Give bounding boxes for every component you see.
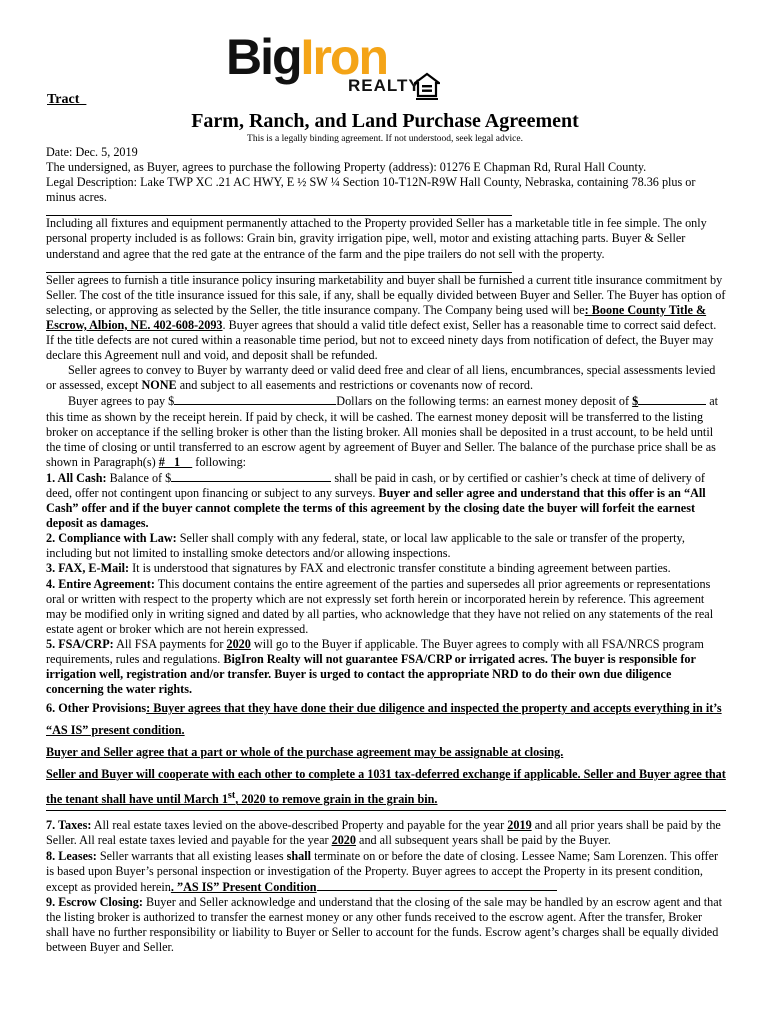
section-leases: 8. Leases: Seller warrants that all existing leases shall terminate on or before the date of closing. Lessee Name; Sam Lorenzen. This offer is based upon Buyer’s personal inspection or investigation of the Property. Buyer agrees to accept the Property in its present condition, except as provided herein. ”AS IS” Present Condition — [46, 848, 719, 894]
buyer-address-line: The undersigned, as Buyer, agrees to purchase the following Property (address): 01276 E Chapman Rd, Rural Hall County. — [46, 160, 647, 175]
page-subtitle: This is a legally binding agreement. If not understood, seek legal advice. — [247, 134, 523, 144]
exchange-provision: Seller and Buyer will cooperate with each other to complete a 1031 tax-deferred exchange if applicable. Seller and Buyer agree that the tenant shall have until March 1st, 2020 to remove grain in the grain bin. — [46, 767, 726, 807]
section-entire-agreement: 4. Entire Agreement: This document contains the entire agreement of the parties and supersedes all prior agreements or representations oral or written with respect to the property which are not expressly set forth herein or incorporated herein by reference. This agreement may be modified only in writing signed and dated by all parties, who acknowledge that they have not relied on any statements of the real estate agent or broker which are not herein expressed. — [46, 576, 714, 636]
divider — [46, 262, 512, 273]
balance-blank[interactable] — [171, 470, 331, 482]
section-escrow-closing: 9. Escrow Closing: Buyer and Seller acknowledge and understand that the closing of the sale may be handled by an escrow agent and that the listing broker is authorized to transfer the earnest money or any other funds received to the escrow agent. After the transfer, Broker shall have no further responsibility or liability to Buyer or Seller to account for the funds. Escrow agent’s charges shall be equally divided between Buyer and Seller. — [46, 894, 723, 955]
title-company: : Boone County Title & Escrow, Albion, NE. 402-608-2093 — [46, 302, 707, 332]
legal-description: Legal Description: Lake TWP XC .21 AC HWY, E ½ SW ¼ Section 10-T12N-R9W Hall County, Nebraska, containing 78.36 plus or minus acres. — [46, 175, 696, 205]
equal-housing-opportunity-icon — [414, 72, 440, 102]
section-other-provisions: 6. Other Provisions: Buyer agrees that they have done their due diligence and inspected the property and accepts everything in it’s “AS IS” present condition. — [46, 701, 722, 738]
fixtures-paragraph: Including all fixtures and equipment permanently attached to the Property provided Seller has a marketable title in fee simple. The only personal property included is as follows: Grain bin, gravity irrigation pipe, well, motor and existing attaching parts. Buyer & Seller understand and agree that the red gate at the entrance of the farm and the pipe trailers do not sell with the property. — [46, 216, 707, 261]
section-compliance: 2. Compliance with Law: Seller shall comply with any federal, state, or local law applicable to the sale or transfer of the property, including but not limited to installing smoke detectors and/or allowing inspections. — [46, 531, 685, 561]
section-taxes: 7. Taxes: All real estate taxes levied on the above-described Property and payable for the year 2019 and all prior years shall be paid by the Seller. All real estate taxes levied and payable for the year 2020 and all subsequent years shall be paid by the Buyer. — [46, 818, 721, 848]
price-blank[interactable] — [174, 393, 336, 405]
page-title: Farm, Ranch, and Land Purchase Agreement — [191, 110, 579, 132]
logo-wordmark: BigIron — [226, 29, 387, 85]
tract-label: Tract — [47, 92, 87, 107]
earnest-money-blank[interactable] — [638, 393, 706, 405]
convey-paragraph: Seller agrees to convey to Buyer by warranty deed or valid deed free and clear of all liens, encumbrances, special assessments levied or assessed, except NONE and subject to all easements and restrictions or covenants now of record. — [46, 363, 716, 393]
payment-paragraph: Buyer agrees to pay $ Dollars on the following terms: an earnest money deposit of $ at this time as shown by the receipt herein. If paid by check, it will be cashed. The earnest money deposit will be transferred to the listing broker on acceptance if the selling broker is other than the listing broker. All monies shall be deposited in a trust account, to be held until the time of closing or until transferred to an escrow agent by agreement of Buyer and Seller. The balance of the purchase price shall be as shown in Paragraph(s) # 1 following: — [46, 394, 719, 469]
section-fax-email: 3. FAX, E-Mail: It is understood that signatures by FAX and electronic transfer constitute a binding agreement between parties. — [46, 561, 671, 576]
bigiron-realty-logo — [226, 29, 421, 104]
condition-blank[interactable] — [317, 879, 557, 891]
paragraph-number: # 1 — [158, 454, 193, 469]
title-insurance-paragraph: Seller agrees to furnish a title insurance policy insuring marketability and buyer shall be furnished a current title insurance commitment by Seller. The cost of the title insurance issued for this sale, if any, shall be equally divided between Buyer and Seller. The Buyer has option of selecting, or approving as selected by the Seller, the title insurance company. The Company being used will be: Boone County Title & Escrow, Albion, NE. 402-608-2093. Buyer agrees that should a valid title defect exist, Seller has a reasonable time to correct said defect. If the title defects are not cured within a reasonable time period, but not to exceed ninety days from notification of defect, the Buyer may declare this Agreement null and void, and deposit shall be refunded. — [46, 272, 726, 363]
divider — [46, 205, 512, 216]
assignable-provision: Buyer and Seller agree that a part or whole of the purchase agreement may be assignable at closing. — [46, 745, 564, 760]
section-fsa-crp: 5. FSA/CRP: All FSA payments for 2020 will go to the Buyer if applicable. The Buyer agrees to comply with all FSA/NRCS program requirements, rules and regulations. BigIron Realty will not guarantee FSA/CRP or irrigated acres. The buyer is responsible for irrigation well, registration and/or transfer. Buyer is urged to contact the appropriate NRD to do their own due diligence concerning the water rights. — [46, 636, 704, 697]
agreement-body — [46, 145, 726, 955]
logo-realty: REALTY — [348, 76, 421, 95]
date-line: Date: Dec. 5, 2019 — [46, 145, 138, 159]
section-all-cash: 1. All Cash: Balance of $ shall be paid in cash, or by certified or cashier’s check at time of delivery of deed, offer not contingent upon financing or subject to any surveys. Buyer and seller agree and understand that this offer is an “All Cash” offer and if the buyer cannot complete the terms of this agreement by the closing date the buyer will forfeit the earnest deposit as damages. — [46, 470, 706, 531]
